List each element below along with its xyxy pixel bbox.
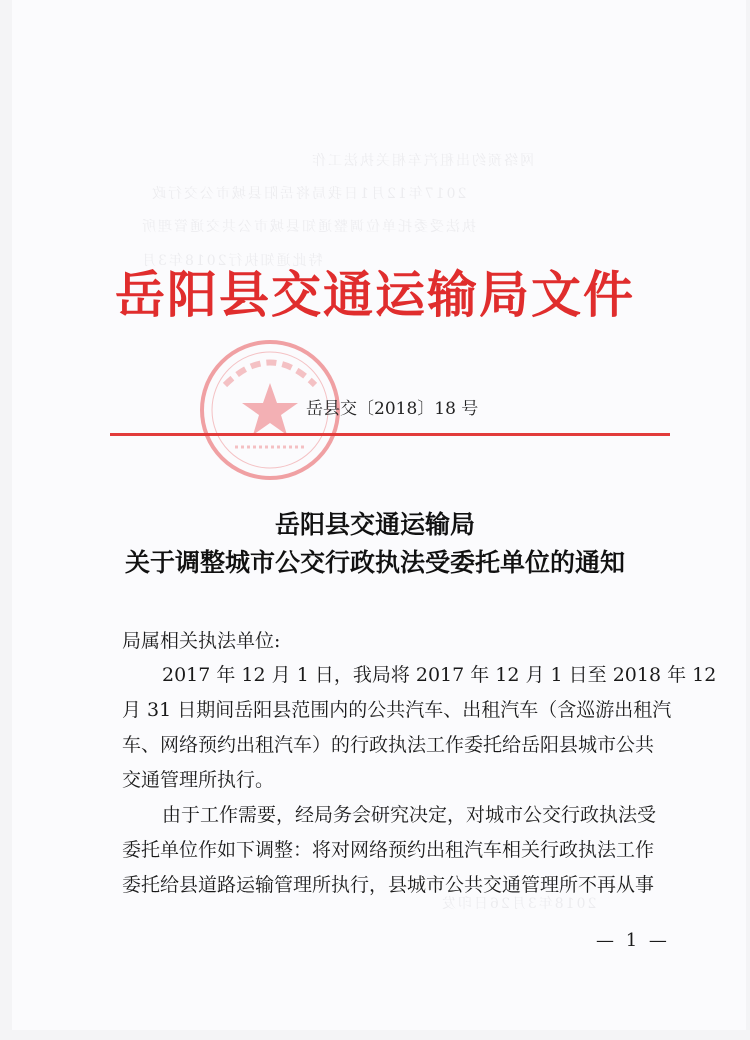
notice-title-line1: 岳阳县交通运输局 [274, 510, 475, 539]
bleed-through-text: 执法受委托单位调整通知县城市公共交通管理所 [140, 219, 476, 235]
bleed-through-text: 2017年12月1日我局将岳阳县城市公交行政 [150, 186, 467, 202]
body-line: 2017 年 12 月 1 日，我局将 2017 年 12 月 1 日至 2018 年 12 [162, 664, 717, 686]
salutation: 局属相关执法单位: [122, 630, 281, 652]
bleed-through-text: 2018年3月26日印发 [440, 896, 597, 912]
body-line: 由于工作需要，经局务会研究决定，对城市公交行政执法受 [162, 804, 657, 826]
body-line: 委托单位作如下调整：将对网络预约出租汽车相关行政执法工作 [122, 839, 655, 861]
document-number: 岳县交〔2018〕18 号 [306, 399, 479, 419]
bleed-through-text: 网络预约出租汽车相关执法工作 [310, 153, 534, 169]
red-divider-rule [110, 433, 670, 436]
bleed-through-text: 特此通知执行2018年3月 [140, 253, 323, 269]
body-line: 月 31 日期间岳阳县范围内的公共汽车、出租汽车（含巡游出租汽 [122, 699, 672, 721]
page-number: — 1 — [596, 930, 670, 951]
body-line: 车、网络预约出租汽车）的行政执法工作委托给岳阳县城市公共 [122, 734, 655, 756]
document-header: 岳阳县交通运输局文件 [115, 265, 635, 324]
notice-title-line2: 关于调整城市公交行政执法受委托单位的通知 [124, 548, 625, 577]
body-line: 交通管理所执行。 [122, 769, 275, 791]
body-line: 委托给县道路运输管理所执行，县城市公共交通管理所不再从事 [122, 874, 655, 896]
